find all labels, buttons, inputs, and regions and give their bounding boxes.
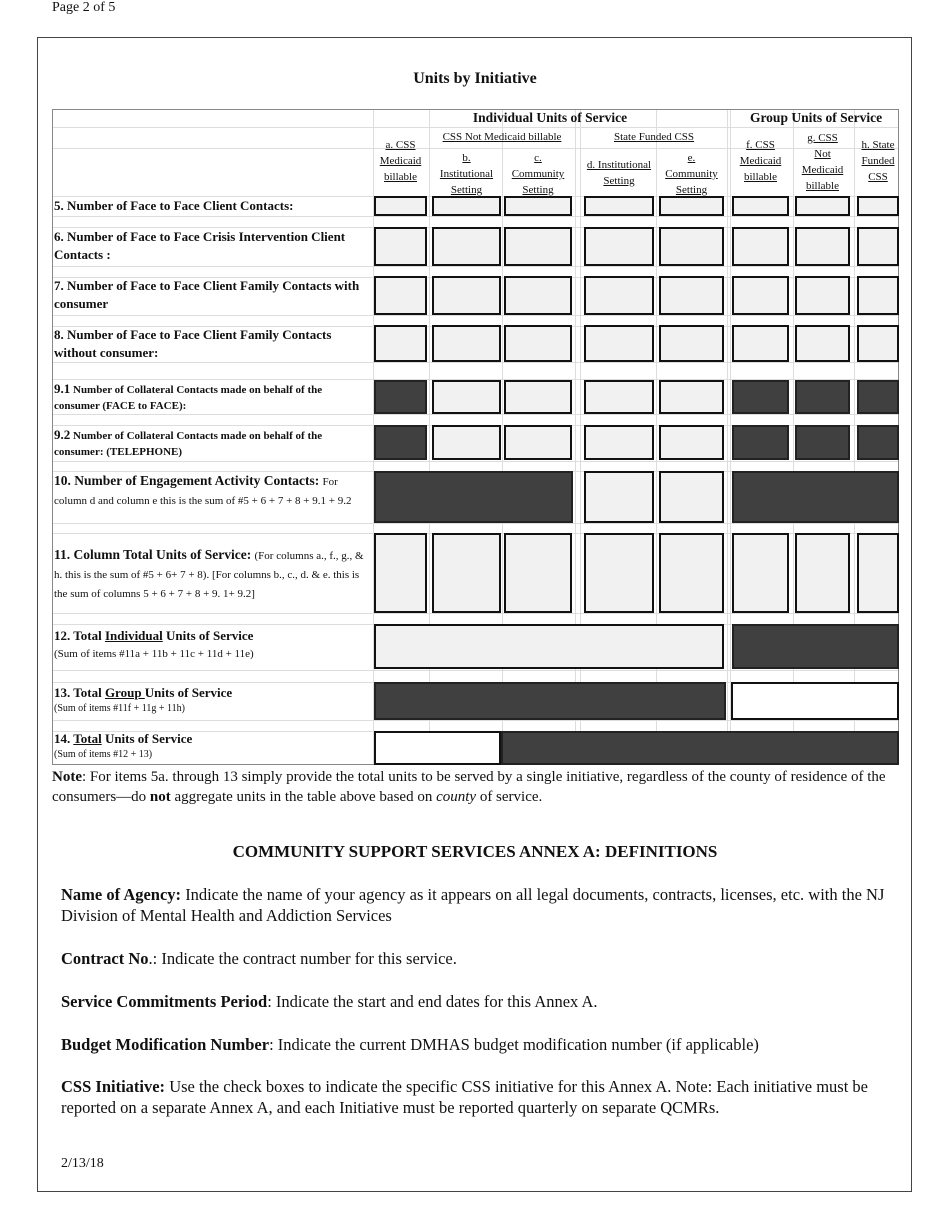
row-label-14: 14. Total Units of Service (Sum of items #12 + 13) [54,731,193,760]
cell-5-b[interactable] [432,196,501,216]
definitions-title: COMMUNITY SUPPORT SERVICES ANNEX A: DEFINITIONS [232,842,718,861]
row-label-7: 7. Number of Face to Face Client Family Contacts with consumer [54,278,360,311]
cell-9.1-d[interactable] [584,380,654,414]
row-guide [53,362,898,363]
row-guide [53,670,898,671]
row-guide [53,523,898,524]
cell-11-a[interactable] [374,533,427,613]
cell-7-g[interactable] [795,276,850,315]
row-label-8: 8. Number of Face to Face Client Family Contacts without consumer: [54,327,332,360]
cell-8-g[interactable] [795,325,850,362]
cell-9.1-g [795,380,850,414]
row-guide [53,127,898,128]
cell-5-a[interactable] [374,196,427,216]
note-paragraph: Note: For items 5a. through 13 simply provide the total units to be served by a single initiative, regardless of the county of residence of the consumers—do not aggregate units in the table above based on county of service. [52,769,886,805]
column-header-c: c. Community Setting [511,152,565,196]
row-guide [53,414,898,415]
cell-5-g[interactable] [795,196,850,216]
column-header-g: g. CSS Not Medicaid billable [801,132,844,192]
row-guide [53,266,898,267]
cell-6-f[interactable] [732,227,789,266]
definition-contract-no: Contract No.: Indicate the contract number for this service. [61,949,457,968]
cell-11-c[interactable] [504,533,572,613]
cell-7-b[interactable] [432,276,501,315]
column-header-e: e. Community Setting [665,152,718,196]
row-label-12: 12. Total Individual Units of Service (Sum of items #11a + 11b + 11c + 11d + 11e) [54,628,254,660]
cell-11-g[interactable] [795,533,850,613]
cell-10-abc-shaded [374,471,573,523]
col-guide [730,110,731,764]
column-header-h: h. State Funded CSS [861,139,895,183]
page-title: Units by Initiative [413,70,537,87]
cell-9.1-e[interactable] [659,380,724,414]
cell-6-c[interactable] [504,227,572,266]
column-header-d: d. Institutional Setting [586,159,652,187]
cell-7-d[interactable] [584,276,654,315]
column-header-f: f. CSS Medicaid billable [739,139,782,183]
cell-11-f[interactable] [732,533,789,613]
definition-name-of-agency: Name of Agency: Indicate the name of your agency as it appears on all legal documents, contracts, licenses, etc. with the NJ Division of Mental Health and Addiction Services [61,885,885,925]
cell-5-h[interactable] [857,196,899,216]
column-header-a: a. CSS Medicaid billable [379,139,422,183]
cell-6-g[interactable] [795,227,850,266]
cell-11-b[interactable] [432,533,501,613]
cell-8-e[interactable] [659,325,724,362]
cell-8-b[interactable] [432,325,501,362]
row-label-5: 5. Number of Face to Face Client Contacts: [54,198,294,213]
footer-date: 2/13/18 [61,1156,104,1171]
row-label-9-1: 9.1 Number of Collateral Contacts made on behalf of the consumer (FACE to FACE): [54,381,323,412]
cell-5-f[interactable] [732,196,789,216]
row-label-6: 6. Number of Face to Face Crisis Intervention Client Contacts : [54,229,346,262]
row-label-11: 11. Column Total Units of Service: (For columns a., f., g., & h. this is the sum of #5 + 6+ 7 + 8). [For columns b., c., d. & e. this is the sum of columns 5 + 6 + 7 + 8 + 9. 1+ 9.2] [54,547,364,600]
cell-9.1-c[interactable] [504,380,572,414]
cell-9.1-a [374,380,427,414]
page-number: Page 2 of 5 [52,0,116,15]
cell-5-c[interactable] [504,196,572,216]
cell-13-individual-shaded [374,682,726,720]
cell-9.2-e[interactable] [659,425,724,460]
cell-14-total[interactable] [374,731,501,765]
row-guide [53,613,898,614]
row-label-10: 10. Number of Engagement Activity Contacts: For column d and column e this is the sum of #5 + 6 + 7 + 8 + 9.1 + 9.2 [54,473,352,507]
cell-12-group-shaded [732,624,899,669]
cell-11-d[interactable] [584,533,654,613]
cell-9.2-b[interactable] [432,425,501,460]
cell-8-d[interactable] [584,325,654,362]
cell-12-individual-total[interactable] [374,624,724,669]
cell-7-c[interactable] [504,276,572,315]
cell-9.1-b[interactable] [432,380,501,414]
row-label-9-2: 9.2 Number of Collateral Contacts made on behalf of the consumer: (TELEPHONE) [54,427,323,458]
cell-8-c[interactable] [504,325,572,362]
col-guide [727,110,728,764]
cell-7-h[interactable] [857,276,899,315]
cell-9.2-a [374,425,427,460]
row-guide [53,461,898,462]
cell-9.2-h [857,425,899,460]
cell-8-h[interactable] [857,325,899,362]
row-guide [53,315,898,316]
group-units-header: Group Units of Service [749,110,883,125]
cell-9.2-g [795,425,850,460]
state-funded-header: State Funded CSS [613,131,695,143]
cell-11-h[interactable] [857,533,899,613]
css-not-medicaid-header: CSS Not Medicaid billable [442,131,562,143]
cell-6-d[interactable] [584,227,654,266]
row-guide [53,216,898,217]
cell-9.2-f [732,425,789,460]
cell-9.2-c[interactable] [504,425,572,460]
cell-8-a[interactable] [374,325,427,362]
cell-10-d[interactable] [584,471,654,523]
definition-budget-mod: Budget Modification Number: Indicate the current DMHAS budget modification number (if applicable) [61,1035,759,1054]
definition-css-initiative: CSS Initiative: Use the check boxes to indicate the specific CSS initiative for this Annex A. Note: Each initiative must be reported on a separate Annex A, and each Initiative must be reported quarterly on separate QCMRs. [61,1077,868,1117]
cell-6-b[interactable] [432,227,501,266]
cell-14-shaded [501,731,899,765]
cell-7-a[interactable] [374,276,427,315]
cell-11-e[interactable] [659,533,724,613]
cell-5-e[interactable] [659,196,724,216]
cell-6-e[interactable] [659,227,724,266]
row-label-13: 13. Total Group Units of Service (Sum of items #11f + 11g + 11h) [54,685,233,714]
cell-9.1-f [732,380,789,414]
cell-8-f[interactable] [732,325,789,362]
cell-10-e[interactable] [659,471,724,523]
cell-6-a[interactable] [374,227,427,266]
cell-9.2-d[interactable] [584,425,654,460]
cell-9.1-h [857,380,899,414]
individual-units-header: Individual Units of Service [472,110,628,125]
cell-5-d[interactable] [584,196,654,216]
cell-13-group-total[interactable] [731,682,899,720]
row-guide [53,720,898,721]
column-header-b: b. Institutional Setting [439,152,494,196]
cell-6-h[interactable] [857,227,899,266]
cell-7-f[interactable] [732,276,789,315]
cell-10-fgh-shaded [732,471,899,523]
definition-service-period: Service Commitments Period: Indicate the start and end dates for this Annex A. [61,992,598,1011]
cell-7-e[interactable] [659,276,724,315]
